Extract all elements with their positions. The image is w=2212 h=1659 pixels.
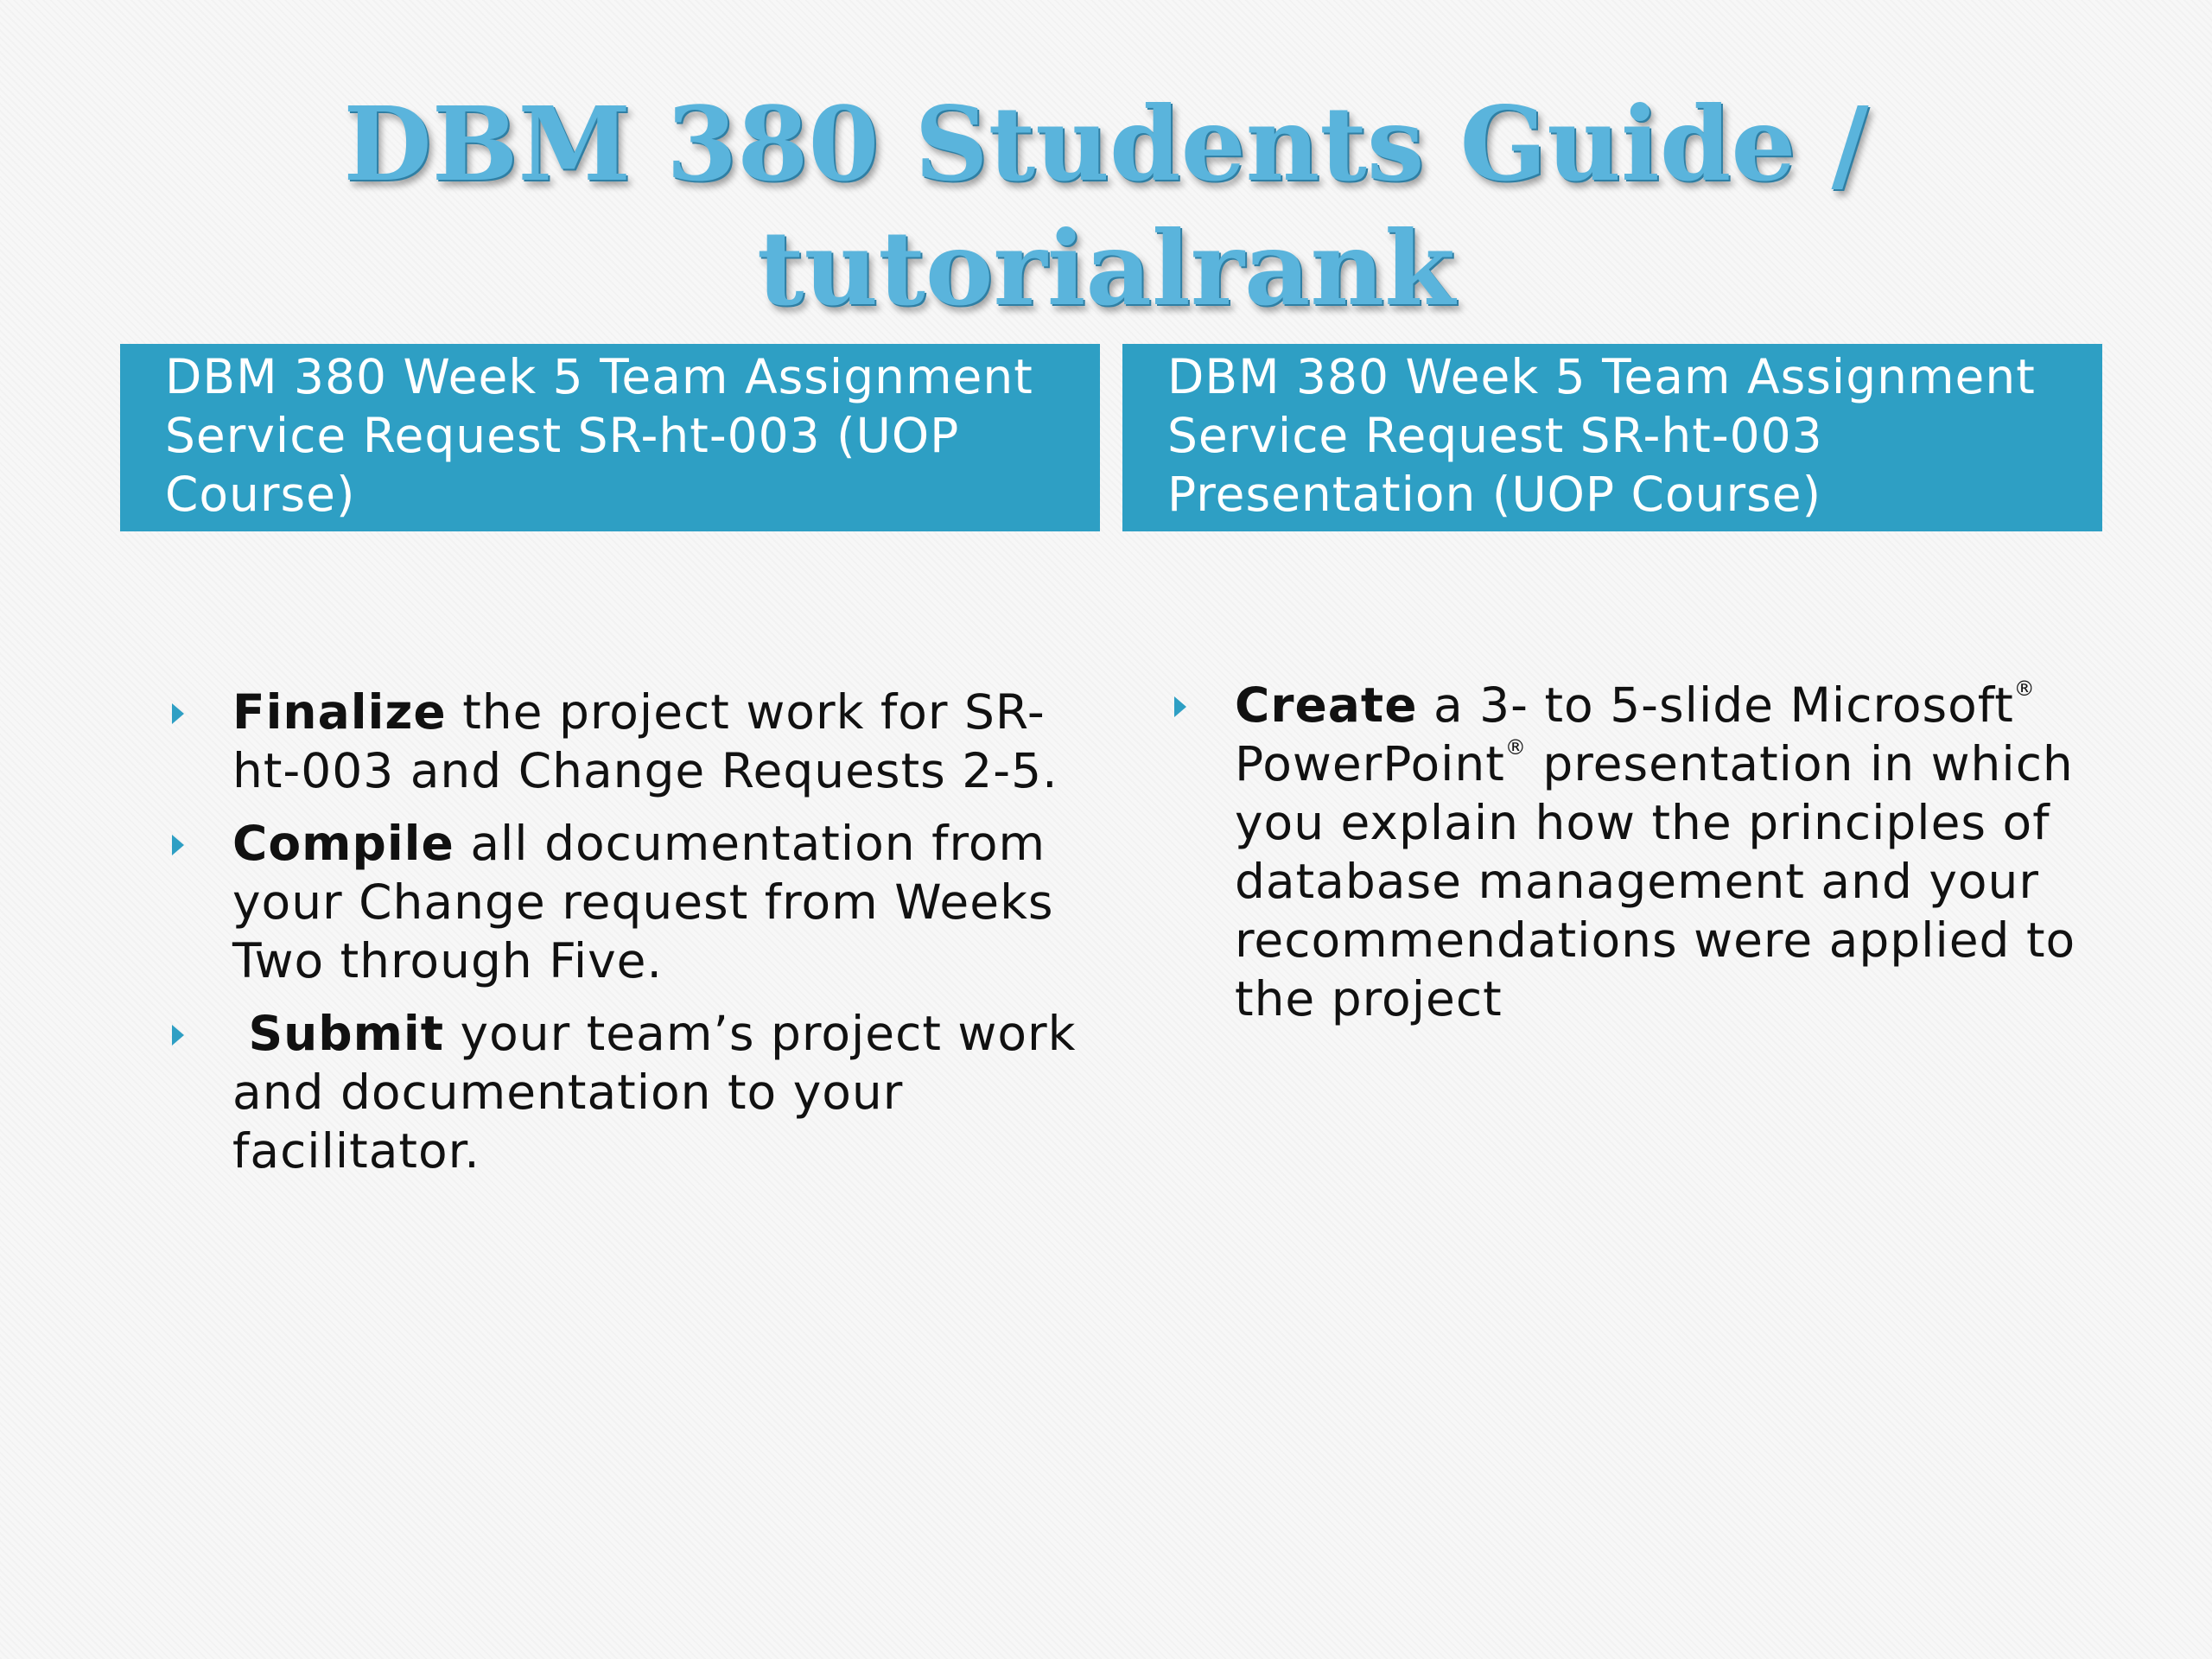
title-line-2: tutorialrank	[757, 208, 1455, 328]
bullet-text: a 3- to 5-slide Microsoft	[1417, 677, 2014, 733]
column-header-team-assignment	[120, 344, 1100, 531]
title-line-1: DBM 380 Students Guide /	[343, 84, 1869, 204]
header-line: DBM 380 Week 5 Team Assignment	[1167, 349, 2036, 404]
bullet-line: Two through Five.	[232, 933, 663, 988]
bullet-line: recommendations were applied to	[1235, 912, 2076, 968]
team-assignment-bullet-list	[164, 683, 1080, 1194]
bullet-line: facilitator.	[232, 1123, 480, 1179]
bullet-line: database management and your	[1235, 854, 2040, 909]
header-line: DBM 380 Week 5 Team Assignment	[165, 349, 1033, 404]
bullet-item-finalize	[164, 683, 1080, 800]
slide-title	[0, 82, 2212, 331]
bullet-text: presentation in which	[1526, 736, 2074, 791]
bullet-line	[232, 683, 1080, 741]
triangle-bullet-icon	[172, 703, 184, 724]
column-header-presentation	[1122, 344, 2102, 531]
header-line: Service Request SR-ht-003	[1167, 408, 1823, 463]
bullet-line: and documentation to your	[232, 1065, 904, 1120]
bullet-keyword: Compile	[232, 816, 454, 871]
bullet-text: PowerPoint	[1235, 736, 1505, 791]
bullet-line: you explain how the principles of	[1235, 795, 2050, 850]
header-line: Course)	[165, 467, 356, 522]
triangle-bullet-icon	[1174, 696, 1186, 717]
registered-mark: ®	[1504, 735, 1527, 760]
bullet-line: ht-003 and Change Requests 2-5.	[232, 743, 1058, 798]
presentation-bullet-list	[1166, 676, 2117, 1042]
bullet-text: your team’s project work	[444, 1006, 1077, 1061]
triangle-bullet-icon	[172, 1025, 184, 1046]
triangle-bullet-icon	[172, 835, 184, 855]
bullet-item-compile	[164, 814, 1080, 990]
bullet-item-create	[1166, 676, 2117, 1028]
bullet-keyword: Submit	[248, 1006, 445, 1061]
bullet-line	[1235, 676, 2117, 734]
registered-mark: ®	[2013, 677, 2036, 701]
header-line: Service Request SR-ht-003 (UOP	[165, 408, 960, 463]
bullet-text: the project work for SR-	[446, 684, 1046, 740]
bullet-line	[232, 814, 1080, 873]
bullet-line	[1235, 734, 2117, 793]
bullet-keyword: Create	[1235, 677, 1418, 733]
bullet-item-submit	[164, 1004, 1080, 1180]
bullet-line: your Change request from Weeks	[232, 874, 1054, 930]
bullet-line: the project	[1235, 971, 1503, 1027]
bullet-keyword: Finalize	[232, 684, 447, 740]
header-line: Presentation (UOP Course)	[1167, 467, 1822, 522]
bullet-line	[232, 1004, 1080, 1063]
bullet-text: all documentation from	[454, 816, 1046, 871]
